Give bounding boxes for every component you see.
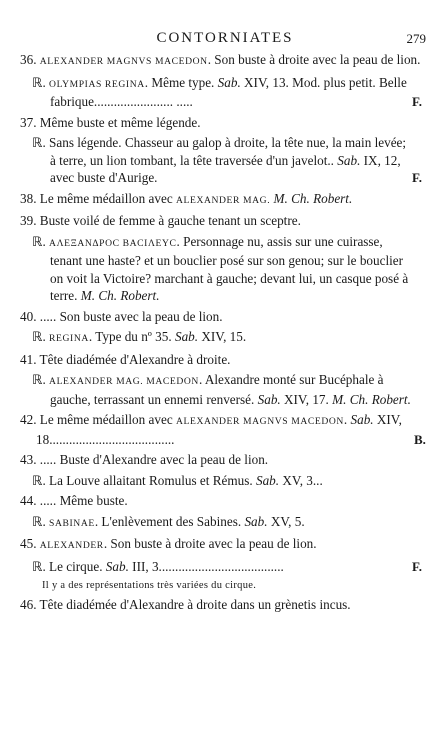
reverse-description (20, 472, 430, 490)
entry-text: III, 3...................................... (128, 558, 284, 574)
legend-text: ALEXANDER MAGNVS MACEDON (176, 416, 344, 427)
reference-text: M. Ch. Robert. (273, 190, 353, 206)
reference-text: Sab. (350, 412, 374, 427)
entry-text: XIV, 17. (280, 391, 333, 407)
entry-text: ℝ. Le cirque. (32, 558, 106, 574)
catalogue-entries (20, 51, 430, 614)
entry-text: XV, 5. (267, 513, 305, 529)
catalogue-entry (20, 596, 430, 614)
reference-text: M. Ch. Robert. (332, 391, 411, 407)
catalogue-entry (20, 492, 430, 510)
reverse-description (20, 371, 430, 408)
catalogue-entry: 42. Le même médaillon avec ALEXANDER MAGNVS MACEDON. Sab. XIV, 18...................................... B. (20, 412, 426, 447)
legend-text: ALEXANDER (39, 540, 104, 551)
catalogue-entry (20, 190, 430, 210)
catalogue-entry (20, 535, 430, 555)
entry-text: . (343, 412, 351, 427)
entry-text: IX, 12, avec buste d'Aurige. (50, 152, 401, 185)
entry-text: ℝ. (32, 513, 50, 529)
legend-text: REGINA (49, 333, 89, 344)
entry-text: XIV, 13. Mod. plus petit. Belle fabrique........................ ..... (50, 74, 407, 109)
page-header (20, 0, 430, 48)
reverse-description: ℝ. Sans légende. Chasseur au galop à droite, la tête nue, la main levée; à terre, un lion tombant, la tête traversée d'un javelot.. Sab. IX, 12, avec buste d'Aurige. F. (32, 135, 422, 185)
catalogue-entry (20, 308, 430, 326)
entry-text: 43. ..... Buste d'Alexandre avec la peau de lion. (20, 452, 269, 467)
entry-text: ℝ. Sans légende. Chasseur au galop à droite, la tête nue, la main levée; à terre, un lion tombant, la tête traversée d'un javelot.. (32, 135, 407, 168)
legend-text: ALEXANDER MAG. MACEDON (49, 376, 199, 387)
entry-text: 46. Tête diadémée d'Alexandre à droite dans un grènetis incus. (20, 597, 351, 612)
entry-text: . Type du nº 35. (88, 329, 175, 344)
legend-text: OLYMPIAS REGINA (49, 78, 145, 90)
entry-text: 42. Le même médaillon avec (20, 412, 176, 427)
catalogue-entry (20, 451, 430, 469)
reference-text: M. Ch. Robert. (80, 288, 160, 303)
entry-text: ℝ. (32, 329, 50, 344)
entry-text: 36. (20, 52, 40, 67)
entry-text: 38. Le même médaillon avec (20, 190, 176, 206)
entry-text: Il y a des représentations très variées du cirque. (42, 580, 257, 591)
running-title: CONTORNIATES (156, 30, 294, 46)
reverse-description (20, 328, 430, 348)
reverse-description: ℝ. Le cirque. Sab. III, 3...................................... F. (32, 558, 422, 574)
catalogue-entry (20, 51, 430, 71)
entry-text: ℝ. La Louve allaitant Romulus et Rémus. (32, 472, 256, 488)
catalogue-entry (20, 351, 430, 369)
catalogue-entry (20, 114, 430, 132)
reference-text: Sab. (337, 152, 361, 168)
entry-text: 45. (20, 536, 40, 551)
entry-text: XV, 3... (279, 472, 323, 488)
entry-text: . L'enlèvement des Sabines. (94, 513, 245, 529)
reference-text: Sab. (217, 74, 241, 90)
entry-text: . Même type. (144, 74, 218, 90)
entry-text: 41. Tête diadémée d'Alexandre à droite. (20, 351, 231, 367)
legend-text: SABINAE (49, 517, 95, 529)
page-number: 279 (406, 31, 426, 46)
legend-text: ALEXANDER MAG. (176, 194, 271, 206)
reference-text: Sab. (105, 558, 129, 574)
reference-text: Sab. (244, 513, 268, 529)
entry-text: . Son buste à droite avec la peau de lion. (103, 536, 317, 551)
entry-text: . Son buste à droite avec la peau de lion. (207, 52, 421, 67)
reference-text: Sab. (174, 329, 199, 344)
entry-text: XIV, 15. (198, 329, 247, 344)
entry-text: 40. ..... Son buste avec la peau de lion. (20, 308, 223, 324)
entry-text: 39. Buste voilé de femme à gauche tenant un sceptre. (20, 213, 301, 228)
entry-text: ℝ. (32, 372, 50, 387)
reference-text: Sab. (257, 391, 281, 407)
reverse-description (20, 513, 430, 533)
entry-text: ℝ. (32, 233, 50, 249)
entry-text: XIV, 18...................................... (36, 412, 402, 447)
reverse-description: ℝ. OLYMPIAS REGINA. Même type. Sab. XIV, 13. Mod. plus petit. Belle fabrique........................ ..... F. (32, 74, 422, 109)
entry-text: . Alexandre monté sur Bucéphale à gauche, terrassant un ennemi renversé. (50, 372, 384, 407)
catalogue-entry (20, 212, 430, 230)
footnote (20, 578, 430, 593)
entry-text: . Personnage nu, assis sur une cuirasse, tenant une haste? et un bouclier posé sur son genou; sur le bouclier on voit la Victoire? marchant à gauche; devant lui, un casque posé à terre. (50, 233, 409, 303)
reference-text: Sab. (255, 472, 280, 488)
entry-text: 44. ..... Même buste. (20, 493, 128, 508)
legend-text: ΑΛΕΞΑΝΔΡΟϹ ΒΑϹΙΛΕΥϹ (49, 237, 177, 249)
reverse-description (20, 233, 430, 305)
entry-text: 37. Même buste et même légende. (20, 114, 201, 130)
entry-text: ℝ. (32, 74, 50, 90)
legend-text: ALEXANDER MAGNVS MACEDON (39, 56, 208, 67)
